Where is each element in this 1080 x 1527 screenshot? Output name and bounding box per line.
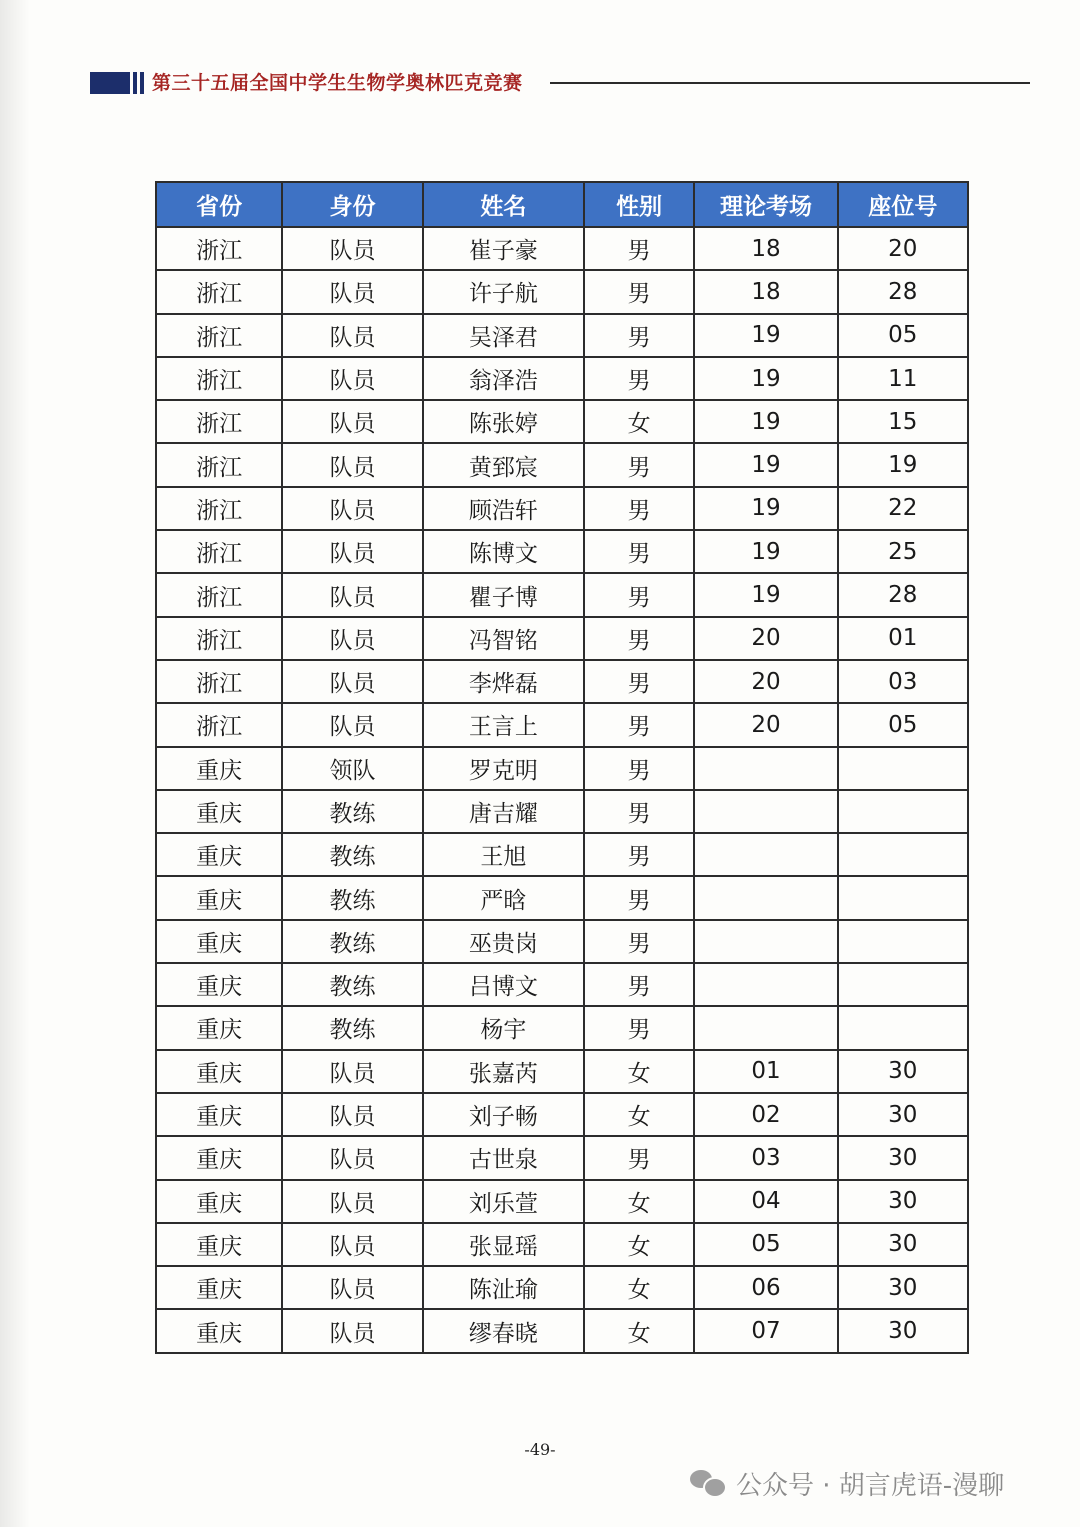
cell-gender: 男 [584, 1006, 694, 1049]
table-row [156, 920, 968, 963]
cell-gender: 男 [584, 617, 694, 660]
cell-exam-room [694, 876, 837, 919]
cell-exam-room [694, 833, 837, 876]
cell-province: 浙江 [156, 617, 282, 660]
cell-name: 吴泽君 [423, 314, 584, 357]
table-row [156, 314, 968, 357]
cell-role: 队员 [282, 1223, 422, 1266]
cell-gender: 男 [584, 790, 694, 833]
watermark-text: 公众号 · 胡言虎语-漫聊 [736, 1470, 1005, 1501]
cell-role: 队员 [282, 270, 422, 313]
page-header [90, 70, 1035, 100]
cell-seat [838, 790, 968, 833]
cell-name: 翁泽浩 [423, 357, 584, 400]
cell-name: 冯智铭 [423, 617, 584, 660]
cell-name: 缪春晓 [423, 1309, 584, 1352]
cell-seat: 30 [838, 1266, 968, 1309]
cell-gender: 女 [584, 1309, 694, 1352]
cell-province: 浙江 [156, 357, 282, 400]
column-header-province: 省份 [156, 182, 282, 227]
cell-role: 教练 [282, 876, 422, 919]
cell-name: 杨宇 [423, 1006, 584, 1049]
cell-name: 吕博文 [423, 963, 584, 1006]
cell-province: 重庆 [156, 1093, 282, 1136]
cell-role: 队员 [282, 1050, 422, 1093]
cell-exam-room: 19 [694, 573, 837, 616]
cell-role: 队员 [282, 1266, 422, 1309]
cell-name: 瞿子博 [423, 573, 584, 616]
table-row [156, 1050, 968, 1093]
cell-gender: 男 [584, 747, 694, 790]
table-row [156, 747, 968, 790]
cell-name: 顾浩轩 [423, 487, 584, 530]
table-row [156, 357, 968, 400]
cell-gender: 女 [584, 1180, 694, 1223]
cell-exam-room: 19 [694, 443, 837, 486]
column-header-name: 姓名 [423, 182, 584, 227]
cell-seat: 30 [838, 1050, 968, 1093]
cell-province: 重庆 [156, 1180, 282, 1223]
cell-role: 教练 [282, 1006, 422, 1049]
cell-role: 队员 [282, 1136, 422, 1179]
cell-name: 刘子畅 [423, 1093, 584, 1136]
cell-gender: 男 [584, 314, 694, 357]
cell-exam-room [694, 1006, 837, 1049]
cell-province: 浙江 [156, 660, 282, 703]
cell-gender: 男 [584, 703, 694, 746]
cell-gender: 女 [584, 1266, 694, 1309]
cell-province: 重庆 [156, 963, 282, 1006]
cell-name: 张显瑶 [423, 1223, 584, 1266]
cell-province: 重庆 [156, 1223, 282, 1266]
cell-role: 队员 [282, 314, 422, 357]
cell-name: 崔子豪 [423, 227, 584, 270]
cell-seat: 15 [838, 400, 968, 443]
cell-seat: 19 [838, 443, 968, 486]
cell-exam-room: 01 [694, 1050, 837, 1093]
cell-seat: 11 [838, 357, 968, 400]
cell-province: 重庆 [156, 790, 282, 833]
cell-exam-room: 19 [694, 530, 837, 573]
cell-exam-room: 18 [694, 270, 837, 313]
watermark [690, 1463, 1004, 1503]
cell-name: 刘乐萱 [423, 1180, 584, 1223]
table-row [156, 660, 968, 703]
cell-name: 陈沚瑜 [423, 1266, 584, 1309]
table-header-row [156, 182, 968, 227]
header-rule [550, 82, 1030, 84]
header-bar [133, 72, 137, 94]
cell-exam-room: 03 [694, 1136, 837, 1179]
cell-province: 重庆 [156, 920, 282, 963]
cell-province: 重庆 [156, 876, 282, 919]
cell-role: 队员 [282, 227, 422, 270]
cell-province: 重庆 [156, 747, 282, 790]
cell-gender: 男 [584, 876, 694, 919]
table-row [156, 833, 968, 876]
cell-name: 巫贵岗 [423, 920, 584, 963]
cell-seat: 03 [838, 660, 968, 703]
cell-seat: 28 [838, 270, 968, 313]
cell-name: 王言上 [423, 703, 584, 746]
cell-seat [838, 1006, 968, 1049]
cell-exam-room: 19 [694, 357, 837, 400]
table-body [156, 227, 968, 1353]
cell-seat: 22 [838, 487, 968, 530]
cell-exam-room: 02 [694, 1093, 837, 1136]
cell-province: 重庆 [156, 1050, 282, 1093]
cell-seat: 01 [838, 617, 968, 660]
cell-name: 黄郅宸 [423, 443, 584, 486]
table-row [156, 1136, 968, 1179]
cell-name: 陈张婷 [423, 400, 584, 443]
table-row [156, 1266, 968, 1309]
cell-gender: 男 [584, 833, 694, 876]
cell-seat: 30 [838, 1093, 968, 1136]
cell-province: 重庆 [156, 1309, 282, 1352]
cell-role: 队员 [282, 703, 422, 746]
cell-name: 许子航 [423, 270, 584, 313]
table-row [156, 703, 968, 746]
table-row [156, 1180, 968, 1223]
cell-exam-room: 05 [694, 1223, 837, 1266]
cell-gender: 男 [584, 270, 694, 313]
cell-exam-room: 19 [694, 314, 837, 357]
table-row [156, 1223, 968, 1266]
cell-seat: 30 [838, 1136, 968, 1179]
cell-exam-room: 18 [694, 227, 837, 270]
cell-name: 王旭 [423, 833, 584, 876]
table-row [156, 227, 968, 270]
page-edge-shadow [0, 0, 30, 1527]
cell-seat [838, 833, 968, 876]
cell-province: 浙江 [156, 227, 282, 270]
cell-role: 队员 [282, 660, 422, 703]
table-row [156, 790, 968, 833]
cell-exam-room [694, 790, 837, 833]
cell-province: 浙江 [156, 573, 282, 616]
cell-role: 队员 [282, 573, 422, 616]
column-header-seat: 座位号 [838, 182, 968, 227]
cell-seat [838, 876, 968, 919]
cell-name: 张嘉芮 [423, 1050, 584, 1093]
cell-role: 队员 [282, 1093, 422, 1136]
cell-gender: 男 [584, 963, 694, 1006]
cell-role: 队员 [282, 443, 422, 486]
table-row [156, 530, 968, 573]
cell-exam-room: 20 [694, 703, 837, 746]
cell-seat: 28 [838, 573, 968, 616]
cell-name: 古世泉 [423, 1136, 584, 1179]
cell-province: 浙江 [156, 270, 282, 313]
table-row [156, 443, 968, 486]
cell-seat [838, 920, 968, 963]
cell-seat: 20 [838, 227, 968, 270]
header-bar [140, 72, 144, 94]
cell-gender: 女 [584, 400, 694, 443]
header-title: 第三十五届全国中学生生物学奥林匹克竞赛 [152, 72, 523, 94]
column-header-role: 身份 [282, 182, 422, 227]
cell-province: 浙江 [156, 703, 282, 746]
table-row [156, 1093, 968, 1136]
cell-seat [838, 963, 968, 1006]
cell-role: 教练 [282, 833, 422, 876]
cell-name: 唐吉耀 [423, 790, 584, 833]
cell-role: 队员 [282, 530, 422, 573]
cell-gender: 女 [584, 1050, 694, 1093]
cell-gender: 男 [584, 357, 694, 400]
column-header-gender: 性别 [584, 182, 694, 227]
page-number: -49- [524, 1440, 556, 1459]
cell-gender: 男 [584, 227, 694, 270]
table-row [156, 617, 968, 660]
cell-role: 领队 [282, 747, 422, 790]
cell-seat: 30 [838, 1223, 968, 1266]
table-row [156, 1006, 968, 1049]
cell-gender: 女 [584, 1223, 694, 1266]
cell-role: 队员 [282, 487, 422, 530]
cell-seat: 05 [838, 703, 968, 746]
cell-seat: 30 [838, 1309, 968, 1352]
cell-role: 队员 [282, 357, 422, 400]
cell-gender: 男 [584, 443, 694, 486]
cell-gender: 男 [584, 573, 694, 616]
cell-name: 李烨磊 [423, 660, 584, 703]
cell-name: 陈博文 [423, 530, 584, 573]
cell-exam-room: 20 [694, 617, 837, 660]
cell-role: 队员 [282, 400, 422, 443]
cell-province: 浙江 [156, 530, 282, 573]
cell-province: 浙江 [156, 314, 282, 357]
table-row [156, 876, 968, 919]
cell-province: 重庆 [156, 1136, 282, 1179]
cell-seat: 30 [838, 1180, 968, 1223]
cell-role: 队员 [282, 1309, 422, 1352]
wechat-icon [690, 1468, 726, 1498]
cell-gender: 女 [584, 1093, 694, 1136]
cell-name: 严晗 [423, 876, 584, 919]
cell-exam-room: 20 [694, 660, 837, 703]
table-row [156, 1309, 968, 1352]
roster-table [155, 181, 969, 1354]
cell-exam-room [694, 920, 837, 963]
cell-exam-room [694, 963, 837, 1006]
cell-role: 教练 [282, 790, 422, 833]
cell-role: 队员 [282, 1180, 422, 1223]
cell-seat: 05 [838, 314, 968, 357]
cell-role: 教练 [282, 920, 422, 963]
cell-exam-room: 19 [694, 487, 837, 530]
cell-seat [838, 747, 968, 790]
table-row [156, 270, 968, 313]
cell-name: 罗克明 [423, 747, 584, 790]
table-row [156, 487, 968, 530]
cell-gender: 男 [584, 530, 694, 573]
header-decoration [90, 72, 144, 94]
cell-province: 浙江 [156, 400, 282, 443]
cell-province: 浙江 [156, 487, 282, 530]
cell-exam-room [694, 747, 837, 790]
cell-role: 教练 [282, 963, 422, 1006]
cell-seat: 25 [838, 530, 968, 573]
cell-exam-room: 19 [694, 400, 837, 443]
header-block [90, 72, 130, 94]
cell-province: 浙江 [156, 443, 282, 486]
table-row [156, 963, 968, 1006]
cell-exam-room: 07 [694, 1309, 837, 1352]
cell-gender: 男 [584, 487, 694, 530]
table-row [156, 400, 968, 443]
cell-province: 重庆 [156, 833, 282, 876]
table-row [156, 573, 968, 616]
cell-province: 重庆 [156, 1266, 282, 1309]
cell-gender: 男 [584, 660, 694, 703]
cell-gender: 男 [584, 1136, 694, 1179]
cell-exam-room: 06 [694, 1266, 837, 1309]
cell-gender: 男 [584, 920, 694, 963]
cell-role: 队员 [282, 617, 422, 660]
cell-province: 重庆 [156, 1006, 282, 1049]
column-header-exam-room: 理论考场 [694, 182, 837, 227]
cell-exam-room: 04 [694, 1180, 837, 1223]
